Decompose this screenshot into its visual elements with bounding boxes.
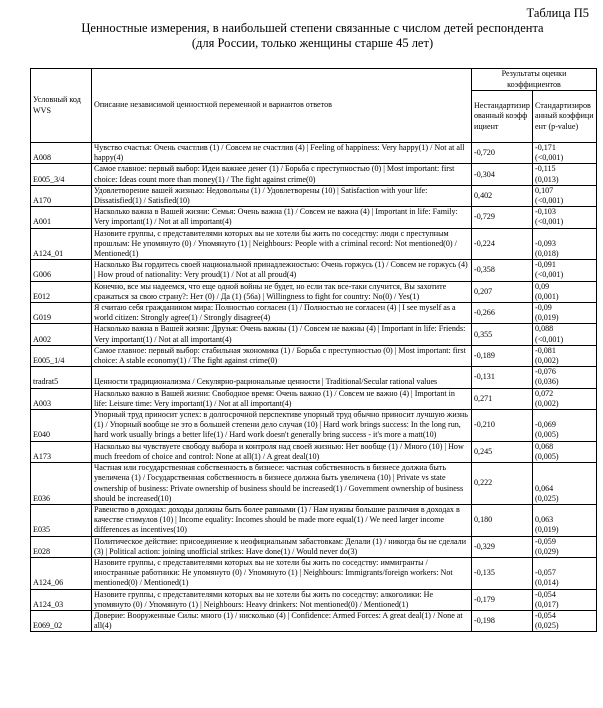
table-caption: Таблица П5 bbox=[526, 6, 589, 20]
p-value: (<0,001) bbox=[535, 196, 564, 206]
variable-description: Насколько важно в Вашей жизни: Свободное время: Очень важно (1) / Совсем не важно (4) | Important in life: Leisure time: Very important(1) / Not at all important(4) bbox=[92, 388, 472, 409]
variable-code: G019 bbox=[31, 303, 92, 324]
nonstd-coefficient: -0,224 bbox=[472, 228, 533, 260]
variable-code: A124_06 bbox=[31, 557, 92, 589]
nonstd-coefficient: 0,245 bbox=[472, 441, 533, 462]
results-table bbox=[30, 68, 597, 632]
std-coefficient bbox=[533, 143, 597, 164]
p-value: (0,017) bbox=[535, 599, 559, 609]
p-value: (<0,001) bbox=[535, 217, 564, 227]
p-value: (0,025) bbox=[535, 621, 559, 631]
variable-description: Частная или государственная собственность в бизнесе: частная собственность в бизнесе должна быть увеличена (1) / Государственная собственность в бизнесе должна быть увеличена (10) | Private vs state ownership of business: Private ownership of business should be increased(1) / Government ownership of business should be increased(10) bbox=[92, 463, 472, 505]
header-results: Результаты оценки коэффициентов bbox=[472, 69, 597, 91]
std-value: -0,069 bbox=[535, 420, 556, 430]
table-row bbox=[31, 504, 597, 536]
std-coefficient bbox=[533, 228, 597, 260]
std-value: 0,09 bbox=[535, 281, 550, 291]
std-coefficient bbox=[533, 345, 597, 366]
nonstd-coefficient: -0,358 bbox=[472, 260, 533, 281]
std-coefficient bbox=[533, 557, 597, 589]
p-value: (<0,001) bbox=[535, 153, 564, 163]
table-row bbox=[31, 164, 597, 185]
nonstd-coefficient: -0,135 bbox=[472, 557, 533, 589]
variable-description: Ценности традиционализма / Секулярно-рациональные ценности | Traditional/Secular rational values bbox=[92, 367, 472, 388]
title-line-1: Ценностные измерения, в наибольшей степени связанные с числом детей респондента bbox=[81, 21, 544, 35]
std-value: -0,059 bbox=[535, 536, 556, 546]
table-row bbox=[31, 463, 597, 505]
p-value: (0,005) bbox=[535, 451, 559, 461]
nonstd-coefficient: -0,179 bbox=[472, 589, 533, 610]
std-coefficient bbox=[533, 589, 597, 610]
variable-description: Равенство в доходах: доходы должны быть более равными (1) / Нам нужны большие различия в доходах в качестве стимулов (10) | Income equality: Incomes should be made more equal(1) / We need larger income differences as incentives(10) bbox=[92, 504, 472, 536]
variable-description: Упорный труд приносит успех: в долгосрочной перспективе упорный труд обычно приносит лучшую жизнь (1) / Упорный вообще не это в большей степени дело случая (10) | Hard work brings success: In the long run, hard work usually brings a better life(1) / Hard work doesn't generally bring success - it's more a matt(10) bbox=[92, 410, 472, 442]
nonstd-coefficient: -0,729 bbox=[472, 207, 533, 228]
std-coefficient bbox=[533, 536, 597, 557]
table-row bbox=[31, 281, 597, 302]
nonstd-coefficient: 0,355 bbox=[472, 324, 533, 345]
p-value: (0,002) bbox=[535, 398, 559, 408]
variable-code: G006 bbox=[31, 260, 92, 281]
variable-code: A001 bbox=[31, 207, 92, 228]
variable-code: A124_03 bbox=[31, 589, 92, 610]
nonstd-coefficient: 0,222 bbox=[472, 463, 533, 505]
table-row bbox=[31, 207, 597, 228]
nonstd-coefficient: -0,189 bbox=[472, 345, 533, 366]
std-coefficient bbox=[533, 388, 597, 409]
p-value: (0,025) bbox=[535, 493, 559, 503]
variable-code: E028 bbox=[31, 536, 92, 557]
nonstd-coefficient: -0,266 bbox=[472, 303, 533, 324]
variable-description: Насколько Вы гордитесь своей национальной принадлежностью: Очень горжусь (1) / Совсем не горжусь (4) | How proud of nationality: Very proud(1) / Not at all proud(4) bbox=[92, 260, 472, 281]
table-row bbox=[31, 441, 597, 462]
variable-code: E035 bbox=[31, 504, 92, 536]
variable-description: Назовите группы, с представителями которых вы не хотели бы жить по соседству: алкоголики: Не упомянуто (0) / Упомянуто (1) | Neighbours: Heavy drinkers: Not mentioned(0) / Mentioned(1) bbox=[92, 589, 472, 610]
std-coefficient bbox=[533, 303, 597, 324]
variable-code: E069_02 bbox=[31, 610, 92, 631]
table-title bbox=[30, 21, 595, 51]
nonstd-coefficient: -0,131 bbox=[472, 367, 533, 388]
header-nonstd: Нестандартизированный коэффициент bbox=[472, 91, 533, 143]
std-value: 0,068 bbox=[535, 441, 554, 451]
p-value: (0,002) bbox=[535, 356, 559, 366]
variable-code: A008 bbox=[31, 143, 92, 164]
table-row bbox=[31, 345, 597, 366]
std-value: -0,115 bbox=[535, 164, 556, 174]
nonstd-coefficient: 0,207 bbox=[472, 281, 533, 302]
nonstd-coefficient: -0,198 bbox=[472, 610, 533, 631]
std-value: -0,093 bbox=[535, 238, 556, 248]
p-value: (0,019) bbox=[535, 525, 559, 535]
table-row bbox=[31, 589, 597, 610]
table-row bbox=[31, 557, 597, 589]
std-value: 0,107 bbox=[535, 185, 554, 195]
variable-description: Назовите группы, с представителями которых вы не хотели бы жить по соседству: люди с преступным прошлым: Не упомянуто (0) / Упомянуто (1) | Neighbours: People with a criminal record: Not mentioned(0) / Mentioned(1) bbox=[92, 228, 472, 260]
variable-description: Удовлетворение вашей жизнью: Недовольны (1) / Удовлетворены (10) | Satisfaction with your life: Dissatisfied(1) / Satisfied(10) bbox=[92, 185, 472, 206]
p-value: (0,005) bbox=[535, 430, 559, 440]
table-row bbox=[31, 388, 597, 409]
variable-code: A124_01 bbox=[31, 228, 92, 260]
std-value: 0,064 bbox=[535, 483, 554, 493]
variable-code: E005_3/4 bbox=[31, 164, 92, 185]
std-value: 0,072 bbox=[535, 388, 554, 398]
header-std: Стандартизированный коэффициент (p-value) bbox=[533, 91, 597, 143]
nonstd-coefficient: -0,720 bbox=[472, 143, 533, 164]
std-value: -0,054 bbox=[535, 610, 556, 620]
nonstd-coefficient: -0,329 bbox=[472, 536, 533, 557]
std-coefficient bbox=[533, 367, 597, 388]
variable-code: E005_1/4 bbox=[31, 345, 92, 366]
p-value: (0,019) bbox=[535, 313, 559, 323]
std-value: -0,091 bbox=[535, 260, 556, 270]
std-coefficient bbox=[533, 610, 597, 631]
std-value: -0,171 bbox=[535, 143, 556, 152]
p-value: (<0,001) bbox=[535, 334, 564, 344]
nonstd-coefficient: 0,402 bbox=[472, 185, 533, 206]
variable-code: tradrat5 bbox=[31, 367, 92, 388]
table-row bbox=[31, 410, 597, 442]
table-row bbox=[31, 228, 597, 260]
variable-description: Насколько важна в Вашей жизни: Семья: Очень важна (1) / Совсем не важна (4) | Important in life: Family: Very important(1) / Not at all important(4) bbox=[92, 207, 472, 228]
std-coefficient bbox=[533, 463, 597, 505]
std-coefficient bbox=[533, 441, 597, 462]
variable-description: Чувство счастья: Очень счастлив (1) / Совсем не счастлив (4) | Feeling of happiness: Very happy(1) / Not at all happy(4) bbox=[92, 143, 472, 164]
variable-description: Насколько вы чувствуете свободу выбора и контроля над своей жизнью: Нет вообще (1) / Много (10) | How much freedom of choice and control: None at all(1) / A great deal(10) bbox=[92, 441, 472, 462]
nonstd-coefficient: -0,304 bbox=[472, 164, 533, 185]
p-value: (0,001) bbox=[535, 291, 559, 301]
table-row bbox=[31, 367, 597, 388]
table-row bbox=[31, 324, 597, 345]
variable-description: Назовите группы, с представителями которых вы не хотели бы жить по соседству: иммигранты / иностранные работники: Не упомянуто (0) / Упомянуто (1) | Neighbours: Immigrants/foreign workers: Not mentioned(0) / Mentioned(1) bbox=[92, 557, 472, 589]
std-coefficient bbox=[533, 207, 597, 228]
variable-description: Политическое действие: присоединение к неофициальным забастовкам: Делали (1) / никогда бы не сделали (3) | Political action: joining unofficial strikes: Have done(1) / Would never do(3) bbox=[92, 536, 472, 557]
nonstd-coefficient: 0,180 bbox=[472, 504, 533, 536]
std-coefficient bbox=[533, 504, 597, 536]
table-row bbox=[31, 303, 597, 324]
std-coefficient bbox=[533, 410, 597, 442]
std-value: -0,09 bbox=[535, 303, 552, 313]
std-coefficient bbox=[533, 185, 597, 206]
std-coefficient bbox=[533, 260, 597, 281]
p-value: (0,013) bbox=[535, 174, 559, 184]
std-value: 0,088 bbox=[535, 324, 554, 334]
nonstd-coefficient: 0,271 bbox=[472, 388, 533, 409]
std-coefficient bbox=[533, 324, 597, 345]
table-row bbox=[31, 185, 597, 206]
std-value: 0,063 bbox=[535, 515, 554, 525]
table-row bbox=[31, 143, 597, 164]
variable-code: E040 bbox=[31, 410, 92, 442]
table-row bbox=[31, 536, 597, 557]
p-value: (0,018) bbox=[535, 249, 559, 259]
p-value: (0,014) bbox=[535, 578, 559, 588]
title-line-2: (для России, только женщины старше 45 лет) bbox=[191, 36, 434, 50]
p-value: (0,029) bbox=[535, 546, 559, 556]
table-row bbox=[31, 260, 597, 281]
nonstd-coefficient: -0,210 bbox=[472, 410, 533, 442]
header-description: Описание независимой ценностной переменной и вариантов ответов bbox=[92, 69, 472, 143]
variable-code: E012 bbox=[31, 281, 92, 302]
std-coefficient bbox=[533, 281, 597, 302]
variable-description: Конечно, все мы надеемся, что еще одной войны не будет, но если так все-таки случится, Вы захотите сражаться за свою страну?: Нет (0) / Да (1) (56a) | Willingness to fight for country: No(0) / Yes(1) bbox=[92, 281, 472, 302]
variable-description: Насколько важна в Вашей жизни: Друзья: Очень важны (1) / Совсем не важны (4) | Important in life: Friends: Very important(1) / Not at all important(4) bbox=[92, 324, 472, 345]
table-row bbox=[31, 610, 597, 631]
variable-description: Самое главное: первый выбор: Идеи важнее денег (1) / Борьба с преступностью (0) | Most important: first choice: Ideas count more than money(1) / The fight against crime(0) bbox=[92, 164, 472, 185]
variable-code: E036 bbox=[31, 463, 92, 505]
variable-code: A002 bbox=[31, 324, 92, 345]
std-value: -0,103 bbox=[535, 207, 556, 217]
variable-code: A003 bbox=[31, 388, 92, 409]
variable-description: Самое главное: первый выбор: стабильная экономика (1) / Борьба с преступностью (0) | Most important: first choice: A stable economy(1) / The fight against crime(0) bbox=[92, 345, 472, 366]
variable-description: Я считаю себя гражданином мира: Полностью согласен (1) / Полностью не согласен (4) | I see myself as a world citizen: Strongly agree(1) / Strongly disagree(4) bbox=[92, 303, 472, 324]
std-value: -0,054 bbox=[535, 589, 556, 599]
variable-code: A170 bbox=[31, 185, 92, 206]
std-value: -0,057 bbox=[535, 568, 556, 578]
std-value: -0,076 bbox=[535, 367, 556, 377]
std-coefficient bbox=[533, 164, 597, 185]
variable-description: Доверие: Вооруженные Силы: много (1) / нисколько (4) | Confidence: Armed Forces: A great deal(1) / None at all(4) bbox=[92, 610, 472, 631]
header-code: Условный код WVS bbox=[31, 69, 92, 143]
p-value: (0,036) bbox=[535, 377, 559, 387]
std-value: -0,081 bbox=[535, 345, 556, 355]
variable-code: A173 bbox=[31, 441, 92, 462]
p-value: (<0,001) bbox=[535, 270, 564, 280]
